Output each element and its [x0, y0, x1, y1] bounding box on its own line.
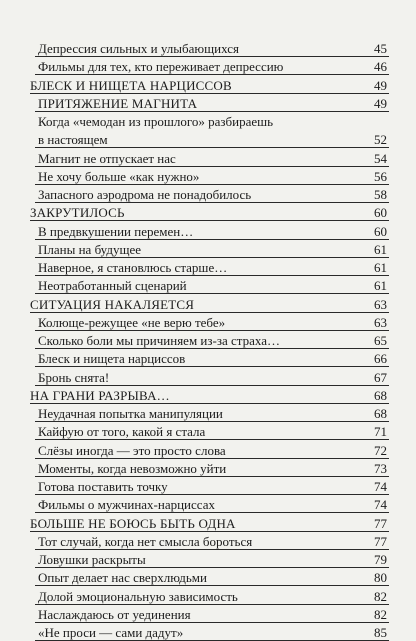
- toc-section-heading: [0, 516, 416, 532]
- toc-underline: [35, 439, 389, 440]
- toc-entry-title: Готова поставить точку: [38, 479, 168, 494]
- toc-underline: [35, 147, 389, 148]
- toc-underline: [35, 549, 389, 550]
- toc-entry-title: Наверное, я становлюсь старше…: [38, 260, 228, 275]
- toc-page-number: 71: [374, 424, 387, 440]
- toc-entry-title: Долой эмоциональную зависимость: [38, 588, 238, 604]
- toc-underline: [35, 585, 389, 586]
- toc-page-number: 80: [374, 570, 387, 586]
- toc-entry-title: Неудачная попытка манипуляции: [38, 406, 223, 421]
- toc-underline: [35, 458, 389, 459]
- toc-underline: [35, 166, 389, 167]
- toc-page-number: 49: [374, 77, 387, 93]
- toc-underline: [30, 403, 389, 404]
- toc-section-heading: [0, 388, 416, 404]
- toc-entry-title: «Не проси — сами дадут»: [38, 625, 184, 640]
- toc-entry-title: Колюще-режущее «не верю тебе»: [38, 314, 226, 330]
- toc-underline: [35, 567, 389, 568]
- toc-page-number: 66: [374, 351, 387, 367]
- toc-page-number: 61: [374, 278, 387, 294]
- toc-page-number: 49: [374, 95, 387, 111]
- toc-page-number: 82: [374, 588, 387, 604]
- toc-entry-title: Кайфую от того, какой я стала: [38, 424, 206, 440]
- toc-entry-title: В предвкушении перемен…: [38, 223, 194, 239]
- toc-page-number: 67: [374, 369, 387, 385]
- toc-entry: [0, 424, 416, 440]
- toc-underline: [35, 111, 389, 112]
- toc-entry: [0, 370, 416, 386]
- toc-underline: [35, 74, 389, 75]
- toc-entry-title: Блеск и нищета нарциссов: [38, 351, 186, 367]
- toc-page-number: 74: [374, 479, 387, 494]
- toc-entry: [0, 224, 416, 240]
- toc-entry: [0, 114, 416, 130]
- toc-page-number: 68: [374, 387, 387, 403]
- toc-entry: [0, 41, 416, 57]
- toc-entry: [0, 552, 416, 568]
- toc-page-number: 73: [374, 460, 387, 476]
- toc-entry-title: СИТУАЦИЯ НАКАЛЯЕТСЯ: [30, 296, 195, 312]
- toc-entry-title: БЛЕСК И НИЩЕТА НАРЦИССОВ: [30, 77, 232, 93]
- toc-entry-title: НА ГРАНИ РАЗРЫВА…: [30, 387, 170, 403]
- toc-page-number: 52: [374, 132, 387, 148]
- toc-entry-title: БОЛЬШЕ НЕ БОЮСЬ БЫТЬ ОДНА: [30, 515, 236, 531]
- toc-entry-title: Опыт делает нас сверхлюдьми: [38, 570, 207, 586]
- toc-entry: [0, 479, 416, 495]
- toc-page-number: 63: [374, 314, 387, 330]
- toc-page-number: 61: [374, 260, 387, 275]
- toc-entry: [0, 625, 416, 641]
- toc-underline: [35, 202, 389, 203]
- toc-entry: [0, 534, 416, 550]
- toc-page-number: 63: [374, 296, 387, 312]
- toc-page-number: 60: [374, 205, 387, 221]
- toc-entry: [0, 607, 416, 623]
- toc-entry: [0, 59, 416, 75]
- toc-entry: [0, 132, 416, 148]
- toc-entry-title: Магнит не отпускает нас: [38, 150, 176, 166]
- toc-page-number: 45: [374, 41, 387, 56]
- toc-entry-title: Бронь снята!: [38, 369, 110, 385]
- toc-underline: [35, 385, 389, 386]
- toc-entry-title: Фильмы о мужчинах-нарциссах: [38, 497, 215, 513]
- toc-underline: [35, 330, 389, 331]
- toc-page-number: 60: [374, 223, 387, 239]
- toc-entry-title: Депрессия сильных и улыбающихся: [38, 41, 239, 56]
- toc-entry-title: Наслаждаюсь от уединения: [38, 606, 191, 622]
- toc-entry: [0, 570, 416, 586]
- toc-entry-title: Сколько боли мы причиняем из-за страха…: [38, 333, 280, 348]
- toc-page-number: 79: [374, 552, 387, 567]
- toc-underline: [35, 494, 389, 495]
- toc-page-number: 77: [374, 515, 387, 531]
- toc-underline: [30, 220, 389, 221]
- toc-entry: [0, 497, 416, 513]
- toc-entry: [0, 351, 416, 367]
- toc-underline: [30, 312, 389, 313]
- toc-entry-title: Ловушки раскрыты: [38, 552, 146, 567]
- toc-entry-title: Запасного аэродрома не понадобилось: [38, 187, 252, 202]
- toc-underline: [30, 93, 389, 94]
- toc-entry: [0, 187, 416, 203]
- toc-underline: [35, 512, 389, 513]
- toc-underline: [35, 421, 389, 422]
- toc-page-number: 65: [374, 333, 387, 348]
- toc-underline: [35, 293, 389, 294]
- toc-page-number: 74: [374, 497, 387, 513]
- toc-page-number: 58: [374, 187, 387, 202]
- toc-page-number: 46: [374, 59, 387, 75]
- toc-entry: [0, 260, 416, 276]
- toc-entry: [0, 461, 416, 477]
- toc-underline: [35, 604, 389, 605]
- toc-underline: [35, 184, 389, 185]
- toc-entry-title: ПРИТЯЖЕНИЕ МАГНИТА: [38, 95, 198, 111]
- toc-section-heading: [0, 96, 416, 112]
- toc-page-number: 85: [374, 625, 387, 640]
- toc-underline: [35, 476, 389, 477]
- toc-entry-title: Тот случай, когда нет смысла бороться: [38, 533, 253, 549]
- toc-entry-title: Неотработанный сценарий: [38, 278, 187, 294]
- toc-page-number: 77: [374, 533, 387, 549]
- toc-entry-title: Когда «чемодан из прошлого» разбираешь: [38, 114, 274, 129]
- toc-page-number: 56: [374, 168, 387, 184]
- toc-underline: [35, 257, 389, 258]
- toc-underline: [35, 56, 389, 57]
- toc-page-number: 54: [374, 150, 387, 166]
- toc-entry: [0, 315, 416, 331]
- toc-page-number: 61: [374, 241, 387, 257]
- toc-entry-title: Фильмы для тех, кто переживает депрессию: [38, 59, 284, 75]
- toc-entry-title: Слёзы иногда — это просто слова: [38, 442, 226, 458]
- toc-entry: [0, 151, 416, 167]
- toc-underline: [35, 275, 389, 276]
- toc-entry-title: Моменты, когда невозможно уйти: [38, 460, 227, 476]
- toc-entry-title: Не хочу больше «как нужно»: [38, 168, 200, 184]
- toc-entry: [0, 333, 416, 349]
- toc-entry-title: ЗАКРУТИЛОСЬ: [30, 205, 125, 221]
- toc-page-number: 72: [374, 442, 387, 458]
- toc-underline: [35, 622, 389, 623]
- toc-section-heading: [0, 205, 416, 221]
- toc-underline: [35, 348, 389, 349]
- toc-entry: [0, 242, 416, 258]
- toc-underline: [30, 531, 389, 532]
- toc-entry: [0, 278, 416, 294]
- toc-entry: [0, 443, 416, 459]
- toc-section-heading: [0, 297, 416, 313]
- toc-underline: [35, 366, 389, 367]
- toc-entry-title: в настоящем: [38, 132, 108, 148]
- toc-entry: [0, 169, 416, 185]
- toc-page-number: 68: [374, 406, 387, 421]
- toc-entry-title: Планы на будущее: [38, 241, 142, 257]
- toc-entry: [0, 589, 416, 605]
- toc-page-number: 82: [374, 606, 387, 622]
- toc-underline: [35, 239, 389, 240]
- toc-section-heading: [0, 78, 416, 94]
- toc-entry: [0, 406, 416, 422]
